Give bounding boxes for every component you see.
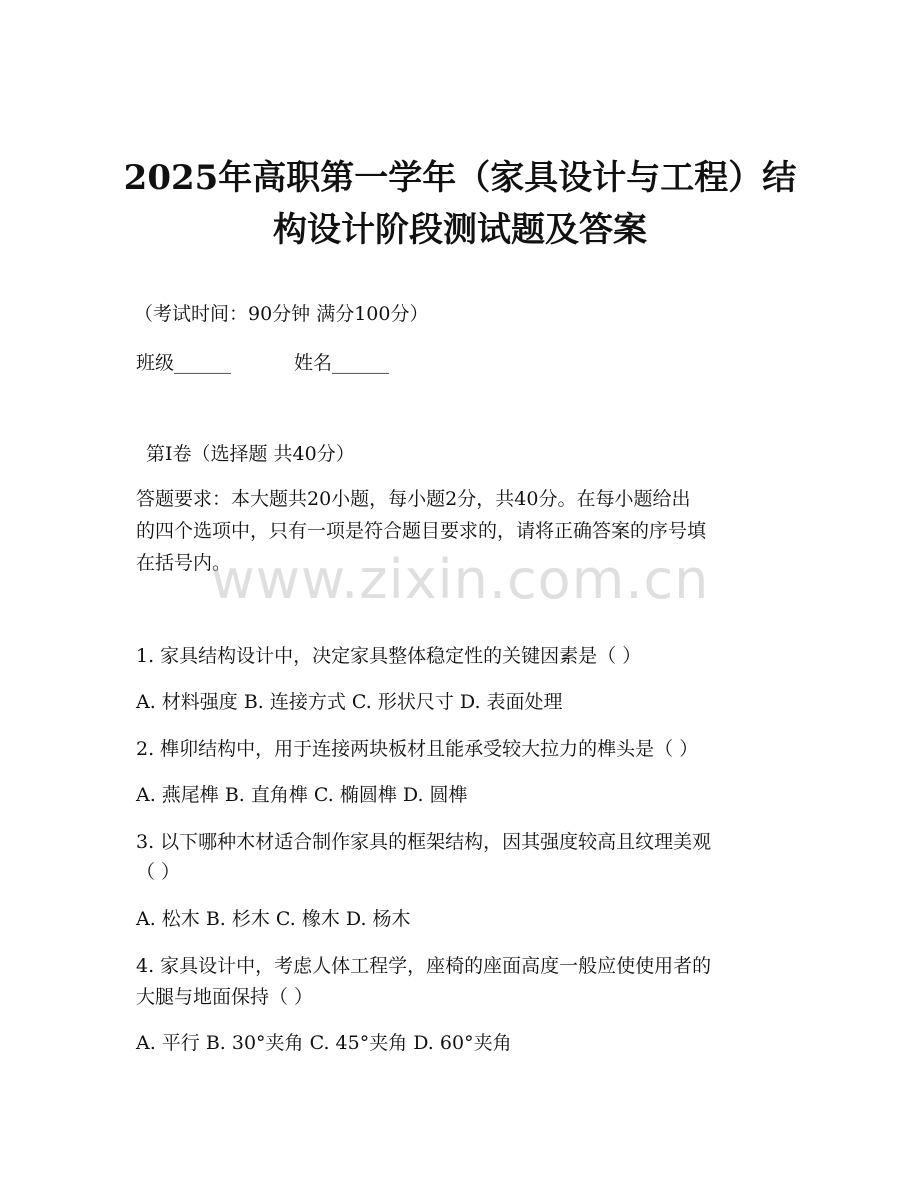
question-2-options: A. 燕尾榫 B. 直角榫 C. 椭圆榫 D. 圆榫 — [136, 784, 468, 806]
document-title-line-2: 构设计阶段测试题及答案 — [273, 210, 647, 250]
question-1-stem: 1. 家具结构设计中，决定家具整体稳定性的关键因素是（ ） — [136, 645, 642, 667]
instructions-line-2: 的四个选项中，只有一项是符合题目要求的，请将正确答案的序号填 — [136, 520, 707, 542]
name-field: 姓名______ — [294, 352, 390, 374]
question-4-options: A. 平行 B. 30°夹角 C. 45°夹角 D. 60°夹角 — [136, 1032, 512, 1054]
instructions-line-1: 答题要求：本大题共20小题，每小题2分，共40分。在每小题给出 — [136, 488, 691, 510]
question-2-stem: 2. 榫卯结构中，用于连接两块板材且能承受较大拉力的榫头是（ ） — [136, 738, 699, 760]
question-4-stem-line-1: 4. 家具设计中，考虑人体工程学，座椅的座面高度一般应使使用者的 — [136, 955, 712, 977]
question-4-stem-line-2: 大腿与地面保持（ ） — [136, 986, 314, 1008]
instructions-line-3: 在括号内。 — [136, 552, 232, 574]
question-3-options: A. 松木 B. 杉木 C. 橡木 D. 杨木 — [136, 908, 411, 930]
exam-info: （考试时间：90分钟 满分100分） — [134, 303, 429, 325]
section-title: 第I卷（选择题 共40分） — [146, 443, 355, 465]
document-title-line-1: 2025年高职第一学年（家具设计与工程）结 — [123, 158, 797, 198]
question-3-stem-line-2: （ ） — [136, 861, 181, 883]
class-field: 班级______ — [136, 352, 232, 374]
question-3-stem-line-1: 3. 以下哪种木材适合制作家具的框架结构，因其强度较高且纹理美观 — [136, 831, 712, 853]
watermark: www.zixin.com.cn — [210, 548, 710, 611]
question-1-options: A. 材料强度 B. 连接方式 C. 形状尺寸 D. 表面处理 — [136, 691, 563, 713]
